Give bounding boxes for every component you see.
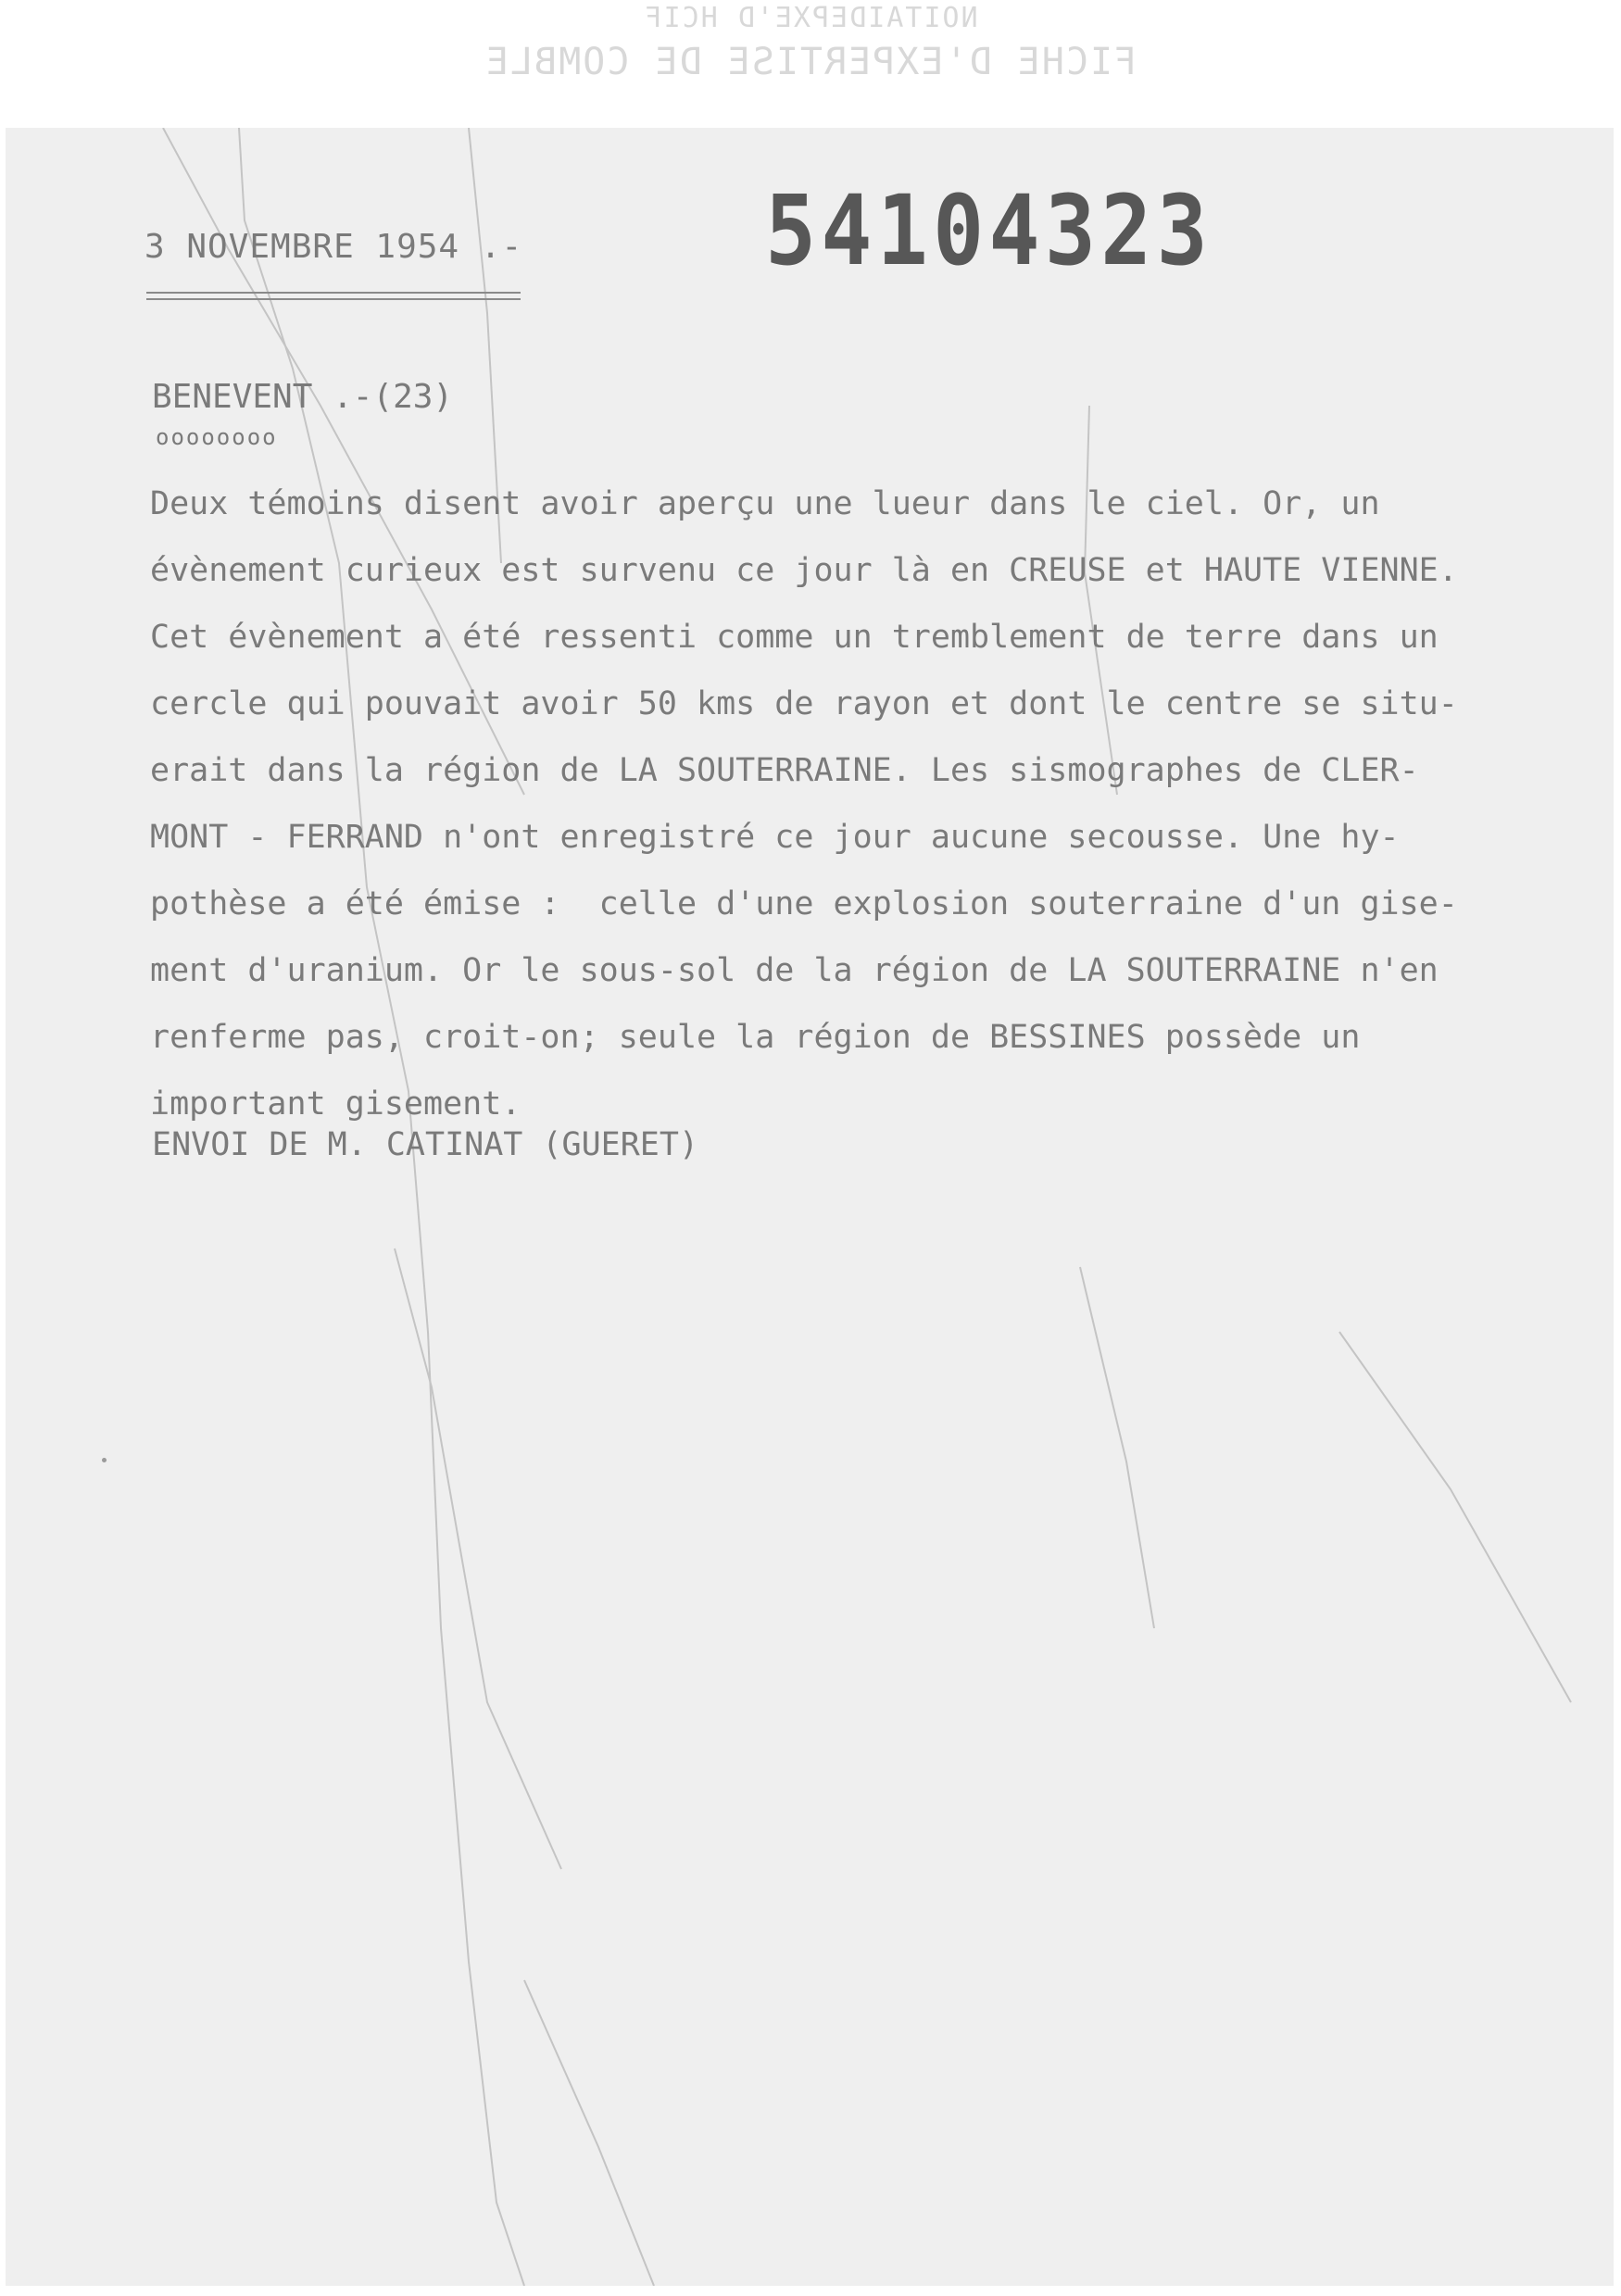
body-line: ment d'uranium. Or le sous-sol de la région de LA SOUTERRAINE n'en	[150, 952, 1439, 989]
body-line: renferme pas, croit-on; seule la région de BESSINES possède un	[150, 1019, 1361, 1056]
place-underline: oooooooo	[156, 424, 278, 450]
body-line: pothèse a été émise : celle d'une explosion souterraine d'un gise-	[150, 885, 1458, 922]
place-heading: BENEVENT .-(23)	[152, 378, 454, 416]
body-line: Cet évènement a été ressenti comme un tremblement de terre dans un	[150, 619, 1439, 656]
show-through-line-1: NOITAIDEPXE'D HCIF	[643, 2, 978, 34]
body-line: Deux témoins disent avoir aperçu une lueur dans le ciel. Or, un	[150, 485, 1380, 522]
paper-creases	[6, 128, 1614, 2286]
header-strip	[0, 0, 1621, 130]
sender-line: ENVOI DE M. CATINAT (GUERET)	[152, 1126, 699, 1163]
show-through-line-2: FICHE D'EXPERTISE DE COMBLE	[484, 41, 1137, 83]
body-line: cercle qui pouvait avoir 50 kms de rayon et dont le centre se situ-	[150, 685, 1458, 722]
body-line: évènement curieux est survenu ce jour là en CREUSE et HAUTE VIENNE.	[150, 552, 1458, 589]
document-date: 3 NOVEMBRE 1954 .-	[145, 228, 523, 266]
reference-number-stamp: 54104323	[765, 174, 1213, 287]
body-line: erait dans la région de LA SOUTERRAINE. Les sismographes de CLER-	[150, 752, 1419, 789]
body-line: important gisement.	[150, 1085, 521, 1123]
report-body	[150, 470, 1604, 1137]
date-double-underline	[146, 292, 521, 300]
body-line: MONT - FERRAND n'ont enregistré ce jour aucune secousse. Une hy-	[150, 819, 1400, 856]
paper-sheet	[6, 128, 1614, 2286]
paper-speck	[102, 1458, 107, 1462]
